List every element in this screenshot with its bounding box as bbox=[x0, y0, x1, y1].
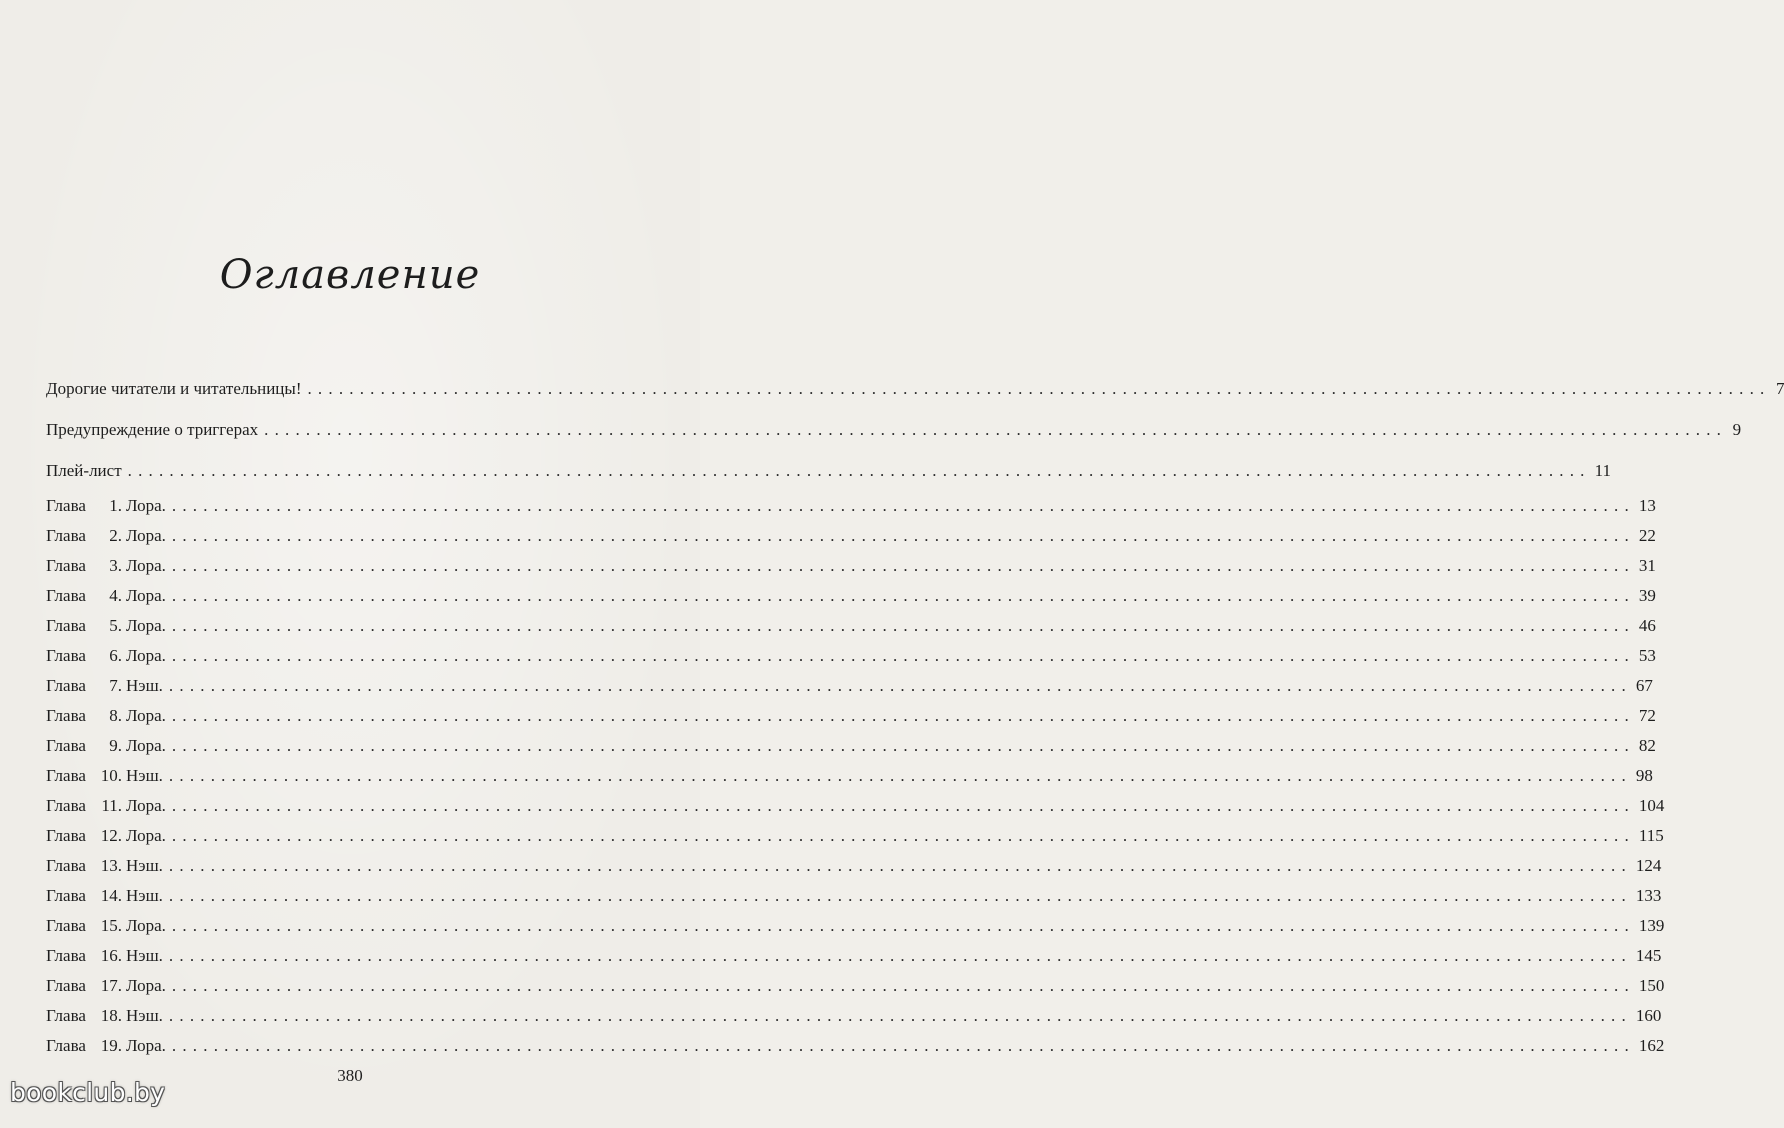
dot-leader: ............................................................................................................................................ bbox=[171, 496, 1635, 515]
dot-leader: ............................................................................................................................................ bbox=[171, 736, 1635, 755]
toc-chapter-label bbox=[46, 881, 163, 911]
toc-entry-page: 11 bbox=[1594, 461, 1611, 480]
toc-chapter-label bbox=[46, 911, 166, 941]
dot-leader: ............................................................................................................................................ bbox=[171, 706, 1635, 725]
chapter-word: Глава bbox=[46, 856, 86, 875]
chapter-narrator: Лора. bbox=[126, 526, 166, 545]
toc-chapter-page: 104 bbox=[1638, 796, 1665, 815]
dot-leader: ............................................................................................................................................ bbox=[168, 676, 1632, 695]
toc-chapter-label bbox=[46, 581, 166, 611]
chapter-word: Глава bbox=[46, 646, 86, 665]
chapter-number: 12. bbox=[100, 826, 122, 845]
dot-leader: ............................................................................................................................................ bbox=[168, 1006, 1632, 1025]
toc-chapter-label bbox=[46, 731, 166, 761]
chapter-number: 9. bbox=[109, 736, 122, 755]
dot-leader: ............................................................................................................................................ bbox=[171, 646, 1635, 665]
chapter-word: Глава bbox=[46, 826, 86, 845]
toc-chapter-entry bbox=[46, 911, 1665, 941]
dot-leader: ............................................................................................................................................ bbox=[171, 1036, 1635, 1055]
toc-chapter-label bbox=[46, 851, 163, 881]
chapter-narrator: Лора. bbox=[126, 706, 166, 725]
chapter-number: 5. bbox=[109, 616, 122, 635]
toc-chapter-label bbox=[46, 701, 166, 731]
dot-leader: ............................................................................................................................................ bbox=[168, 886, 1632, 905]
chapter-narrator: Нэш. bbox=[126, 1006, 163, 1025]
bleed-through-text bbox=[40, 76, 670, 105]
toc-chapter-page: 150 bbox=[1638, 976, 1665, 995]
chapter-word: Глава bbox=[46, 496, 86, 515]
toc-entry-label: Дорогие читатели и читательницы! bbox=[46, 379, 302, 398]
toc-chapter-entry bbox=[46, 1031, 1665, 1061]
chapter-number: 6. bbox=[109, 646, 122, 665]
chapter-narrator: Нэш. bbox=[126, 766, 163, 785]
toc-chapter-page: 53 bbox=[1638, 646, 1656, 665]
toc-entry bbox=[46, 368, 1784, 409]
chapter-number: 2. bbox=[109, 526, 122, 545]
toc-chapter-entry bbox=[46, 701, 1656, 731]
chapter-number: 4. bbox=[109, 586, 122, 605]
toc-chapter-label bbox=[46, 491, 166, 521]
toc-chapter-label bbox=[46, 521, 166, 551]
dot-leader: ............................................................................................................................................ bbox=[307, 379, 1771, 398]
chapter-number: 1. bbox=[109, 496, 122, 515]
toc-front-matter bbox=[46, 368, 1784, 491]
dot-leader: ............................................................................................................................................ bbox=[171, 526, 1635, 545]
toc-chapter-label bbox=[46, 671, 163, 701]
dot-leader: ............................................................................................................................................ bbox=[171, 616, 1635, 635]
toc-chapter-entry bbox=[46, 521, 1656, 551]
toc-chapter-page: 160 bbox=[1635, 1006, 1662, 1025]
toc-chapter-page: 13 bbox=[1638, 496, 1656, 515]
toc-chapter-entry bbox=[46, 881, 1662, 911]
chapter-narrator: Нэш. bbox=[126, 886, 163, 905]
toc-entry-label: Плей-лист bbox=[46, 461, 122, 480]
toc-chapter-entry bbox=[46, 1001, 1662, 1031]
toc-chapter-page: 31 bbox=[1638, 556, 1656, 575]
chapter-narrator: Лора. bbox=[126, 586, 166, 605]
chapter-narrator: Лора. bbox=[126, 496, 166, 515]
chapter-narrator: Лора. bbox=[126, 556, 166, 575]
toc-chapter-entry bbox=[46, 731, 1656, 761]
chapter-number: 17. bbox=[100, 976, 122, 995]
chapter-narrator: Нэш. bbox=[126, 676, 163, 695]
toc-chapter-page: 46 bbox=[1638, 616, 1656, 635]
toc-chapter-page: 162 bbox=[1638, 1036, 1665, 1055]
toc-chapter-label bbox=[46, 821, 166, 851]
dot-leader: ............................................................................................................................................ bbox=[168, 946, 1632, 965]
chapter-narrator: Нэш. bbox=[126, 946, 163, 965]
toc-chapter-page: 67 bbox=[1635, 676, 1653, 695]
toc-chapter-page: 39 bbox=[1638, 586, 1656, 605]
toc-chapter-entry bbox=[46, 671, 1653, 701]
dot-leader: ............................................................................................................................................ bbox=[171, 826, 1635, 845]
chapter-word: Глава bbox=[46, 676, 86, 695]
toc-chapter-page: 22 bbox=[1638, 526, 1656, 545]
toc-chapter-entry bbox=[46, 611, 1656, 641]
chapter-number: 18. bbox=[100, 1006, 122, 1025]
chapter-number: 14. bbox=[100, 886, 122, 905]
chapter-narrator: Лора. bbox=[126, 826, 166, 845]
chapter-number: 7. bbox=[109, 676, 122, 695]
chapter-narrator: Лора. bbox=[126, 976, 166, 995]
toc-chapter-page: 115 bbox=[1638, 826, 1664, 845]
chapter-narrator: Нэш. bbox=[126, 856, 163, 875]
toc-chapter-entry bbox=[46, 491, 1656, 521]
toc-chapter-entry bbox=[46, 791, 1665, 821]
chapter-number: 11. bbox=[101, 796, 122, 815]
dot-leader: ............................................................................................................................................ bbox=[171, 796, 1635, 815]
toc-chapter-page: 124 bbox=[1635, 856, 1662, 875]
table-of-contents bbox=[46, 368, 1784, 1061]
chapter-word: Глава bbox=[46, 886, 86, 905]
toc-chapter-label bbox=[46, 971, 166, 1001]
dot-leader: ............................................................................................................................................ bbox=[171, 976, 1635, 995]
toc-chapter-entry bbox=[46, 821, 1664, 851]
chapter-narrator: Лора. bbox=[126, 616, 166, 635]
chapter-word: Глава bbox=[46, 946, 86, 965]
chapter-word: Глава bbox=[46, 736, 86, 755]
chapter-number: 8. bbox=[109, 706, 122, 725]
watermark-logo: bookclub.by bbox=[10, 1078, 166, 1107]
toc-chapter-entry bbox=[46, 761, 1653, 791]
toc-entry-page: 9 bbox=[1732, 420, 1742, 439]
chapter-word: Глава bbox=[46, 586, 86, 605]
chapter-word: Глава bbox=[46, 526, 86, 545]
chapter-word: Глава bbox=[46, 1006, 86, 1025]
toc-chapter-label bbox=[46, 1001, 163, 1031]
chapter-word: Глава bbox=[46, 766, 86, 785]
chapter-number: 3. bbox=[109, 556, 122, 575]
toc-chapter-entry bbox=[46, 641, 1656, 671]
dot-leader: ............................................................................................................................................ bbox=[168, 856, 1632, 875]
dot-leader: ............................................................................................................................................ bbox=[171, 916, 1635, 935]
chapter-number: 19. bbox=[100, 1036, 122, 1055]
chapter-word: Глава bbox=[46, 796, 86, 815]
chapter-word: Глава bbox=[46, 556, 86, 575]
chapter-narrator: Лора. bbox=[126, 736, 166, 755]
chapter-number: 16. bbox=[100, 946, 122, 965]
chapter-narrator: Лора. bbox=[126, 1036, 166, 1055]
toc-chapter-page: 72 bbox=[1638, 706, 1656, 725]
toc-chapter-page: 145 bbox=[1635, 946, 1662, 965]
toc-chapter-entry bbox=[46, 971, 1665, 1001]
chapter-word: Глава bbox=[46, 616, 86, 635]
toc-chapter-label bbox=[46, 641, 166, 671]
chapter-word: Глава bbox=[46, 976, 86, 995]
chapter-word: Глава bbox=[46, 1036, 86, 1055]
toc-chapter-entry bbox=[46, 581, 1656, 611]
toc-chapter-entry bbox=[46, 551, 1656, 581]
toc-entry-label: Предупреждение о триггерах bbox=[46, 420, 259, 439]
dot-leader: ............................................................................................................................................ bbox=[171, 586, 1635, 605]
chapter-number: 13. bbox=[100, 856, 122, 875]
toc-chapter-page: 133 bbox=[1635, 886, 1662, 905]
toc-chapter-page: 82 bbox=[1638, 736, 1656, 755]
toc-chapter-label bbox=[46, 551, 166, 581]
toc-chapter-page: 98 bbox=[1635, 766, 1653, 785]
toc-chapter-label bbox=[46, 791, 166, 821]
toc-entry-page: 7 bbox=[1775, 379, 1784, 398]
toc-chapter-page: 139 bbox=[1638, 916, 1665, 935]
toc-chapter-label bbox=[46, 1031, 166, 1061]
chapter-word: Глава bbox=[46, 916, 86, 935]
chapter-narrator: Лора. bbox=[126, 796, 166, 815]
chapter-number: 15. bbox=[100, 916, 122, 935]
toc-entry bbox=[46, 450, 1611, 491]
dot-leader: ............................................................................................................................................ bbox=[127, 461, 1591, 480]
chapter-narrator: Лора. bbox=[126, 646, 166, 665]
page-title: Оглавление bbox=[219, 252, 481, 298]
chapter-number: 10. bbox=[100, 766, 122, 785]
toc-entry bbox=[46, 409, 1742, 450]
toc-chapter-label bbox=[46, 941, 163, 971]
page-number: 380 bbox=[337, 1066, 363, 1085]
toc-chapter-label bbox=[46, 611, 166, 641]
chapter-word: Глава bbox=[46, 706, 86, 725]
toc-chapter-entry bbox=[46, 941, 1662, 971]
dot-leader: ............................................................................................................................................ bbox=[171, 556, 1635, 575]
chapter-narrator: Лора. bbox=[126, 916, 166, 935]
toc-chapters bbox=[46, 491, 1665, 1061]
toc-chapter-entry bbox=[46, 851, 1662, 881]
dot-leader: ............................................................................................................................................ bbox=[168, 766, 1632, 785]
toc-chapter-label bbox=[46, 761, 163, 791]
dot-leader: ............................................................................................................................................ bbox=[264, 420, 1728, 439]
